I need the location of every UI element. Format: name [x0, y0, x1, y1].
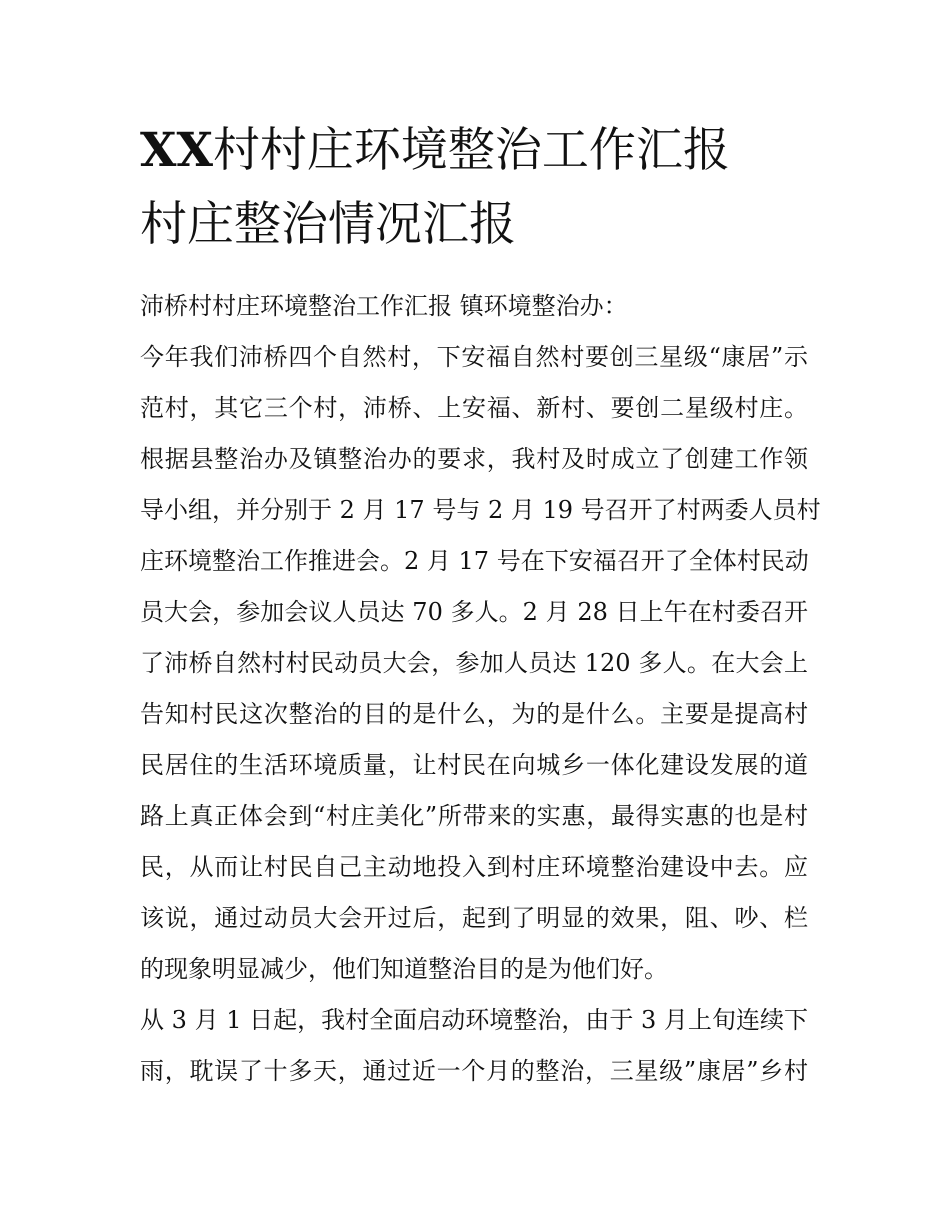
body-line: 了沛桥自然村村民动员大会，参加人员达 120 多人。在大会上: [140, 649, 808, 677]
body-line: 庄环境整治工作推进会。2 月 17 号在下安福召开了全体村民动: [140, 547, 809, 575]
title-line-2: 村庄整治情况汇报: [140, 197, 516, 252]
document-body: [140, 281, 820, 1097]
body-line: 导小组，并分别于 2 月 17 号与 2 月 19 号召开了村两委人员村: [140, 496, 821, 524]
body-line: 员大会，参加会议人员达 70 多人。2 月 28 日上午在村委召开: [140, 598, 808, 626]
body-line: 的现象明显减少，他们知道整治目的是为他们好。: [140, 955, 668, 983]
body-line: 沛桥村村庄环境整治工作汇报 镇环境整治办：: [140, 292, 628, 320]
title-line-1: [140, 114, 840, 188]
body-line: 该说，通过动员大会开过后，起到了明显的效果，阻、吵、栏: [140, 904, 808, 932]
body-line: 范村，其它三个村，沛桥、上安福、新村、要创二星级村庄。: [140, 394, 808, 422]
title-prefix: XX: [140, 123, 213, 178]
body-line: 从 3 月 1 日起，我村全面启动环境整治，由于 3 月上旬连续下: [140, 1006, 808, 1034]
document-title: [140, 114, 840, 262]
body-line: 民居住的生活环境质量，让村民在向城乡一体化建设发展的道: [140, 751, 808, 779]
body-line: 今年我们沛桥四个自然村，下安福自然村要创三星级“康居”示: [140, 343, 808, 371]
body-line: 路上真正体会到“村庄美化”所带来的实惠，最得实惠的也是村: [140, 802, 808, 830]
title-line-1-text: 村村庄环境整治工作汇报: [212, 123, 730, 178]
body-line: 雨，耽误了十多天，通过近一个月的整治，三星级”康居”乡村: [140, 1057, 808, 1085]
body-line: 民，从而让村民自己主动地投入到村庄环境整治建设中去。应: [140, 853, 808, 881]
body-line: 根据县整治办及镇整治办的要求，我村及时成立了创建工作领: [140, 445, 808, 473]
body-line: 告知村民这次整治的目的是什么，为的是什么。主要是提高村: [140, 700, 808, 728]
